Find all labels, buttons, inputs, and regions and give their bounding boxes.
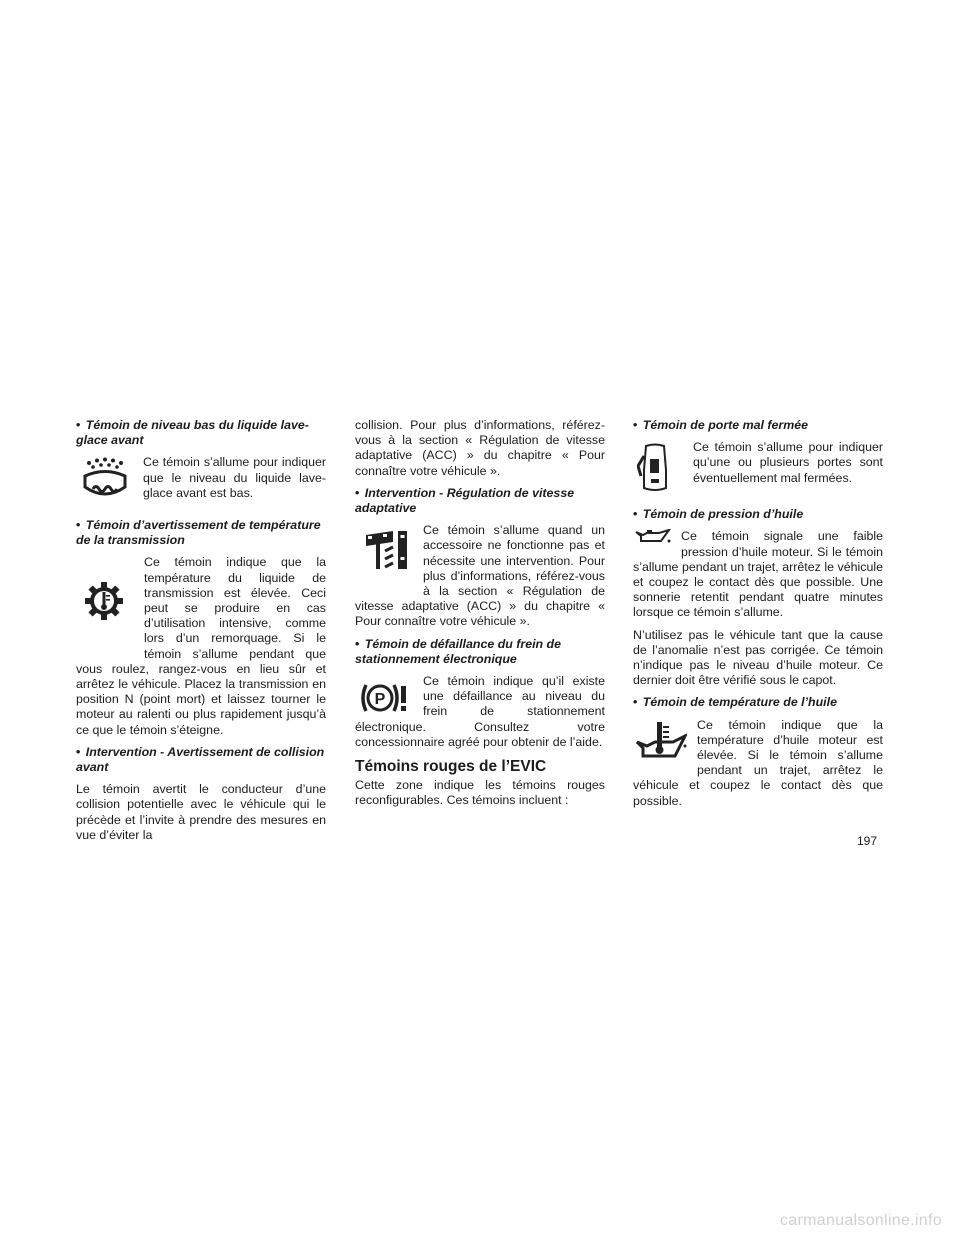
section-heading: • Témoin de niveau bas du liquide lave-glace avant bbox=[76, 418, 309, 448]
section-heading: • Intervention - Régulation de vitesse adaptative bbox=[355, 485, 575, 516]
oil-temperature-icon bbox=[635, 720, 687, 766]
acc-service-icon bbox=[363, 527, 411, 571]
transmission-temperature-icon bbox=[84, 581, 124, 621]
section-body: Ce témoin s’allume pour indiquer que le niveau du liquide lave-glace avant est bas. bbox=[76, 455, 326, 501]
svg-text:P: P bbox=[374, 691, 386, 709]
section-body: Ce témoin s’allume pour indiquer qu’une ou plusieurs portes sont éventuellement mal fermées. bbox=[633, 440, 883, 494]
section-heading: • Témoin de pression d’huile bbox=[633, 507, 804, 522]
section-body: Ce témoin s’allume quand un accessoire ne fonctionne pas et nécessite une intervention. Pour plus d’informations, référez-vous à la section « Régulation de vitesse adaptative (ACC) » du chapitre « Pour connaître votre véhicule ». bbox=[355, 523, 605, 629]
section-body: Ce témoin signale une faible pression d’huile moteur. Si le témoin s’allume pendant un trajet, arrêtez le véhicule et coupez le contact dès que possible. Une sonnerie retentit pendant quatre minutes lorsque ce témoin s’allume. bbox=[633, 529, 883, 620]
section-title: Témoins rouges de l’EVIC bbox=[355, 758, 547, 776]
parking-brake-fault-icon bbox=[359, 678, 409, 718]
section-heading: • Témoin de porte mal fermée bbox=[633, 418, 809, 432]
door-ajar-icon bbox=[637, 442, 673, 494]
section-heading: • Témoin d’avertissement de température de la transmission bbox=[76, 518, 321, 548]
section-body: Ce témoin indique que la température du liquide de transmission est élevée. Ceci peut se produire en cas d’utilisation intensive, comme lors d’un remorquage. Si le témoin s’allume pendant que vous roulez, rangez-vous en lieu sûr et arrêtez le véhicule. Placez la transmission en position N (point mort) et laissez tourner le moteur au ralenti ou plus rapidement jusqu’à ce que le témoin s’éteigne. bbox=[76, 555, 326, 737]
page-number: 197 bbox=[857, 834, 878, 848]
washer-fluid-icon bbox=[80, 457, 130, 499]
watermark: carmanualsonline.info bbox=[780, 1212, 942, 1229]
section-body: Ce témoin indique que la température d’huile moteur est élevée. Si le témoin s’allume pendant un trajet, arrêtez le véhicule et coupez le contact dès que possible. bbox=[633, 717, 883, 808]
column-2: collision. Pour plus d’informations, référez-vous à la section « Régulation de vitesse adaptative (ACC) » du chapitre « Pour connaître votre véhicule ». • Intervention - Régulation de vitesse adaptative Ce témoin s’allume quand un accessoire ne fonctionne pas et nécessite une intervention. Pour plus d’informations, référez-vous à la section « Régulation de vitesse adaptative (ACC) » du chapitre « Pour connaître votre véhicule ». • Témoin de défaillance du frein de stationnement électronique P Ce témoin indique qu’il existe une défaillance au niveau du frein de stationnement électronique. Consultez votre concessionnaire agréé pour obtenir de l’aide. Témoins rouges de l’EVIC Cette zone indique les témoins rouges reconfigurables. Ces témoins incluent : bbox=[355, 418, 605, 808]
column-1: • Témoin de niveau bas du liquide lave-glace avant Ce témoin s’allume pour indiquer que le niveau du liquide lave-glace avant est bas. • Témoin d’avertissement de température de la transmission Ce témoin indique que la température du liquide de transmission est élevée. Ceci peut se produire en cas d’utilisation intensive, comme lors d’un remorquage. Si le témoin s’allume pendant que vous roulez, rangez-vous en lieu sûr et arrêtez le véhicule. Placez la transmission en position N (point mort) et laissez tourner le moteur au ralenti ou plus rapidement jusqu’à ce que le témoin s’éteigne. • Intervention - Avertissement de collision avant Le témoin avertit le conducteur d’une collision potentielle avec le véhicule qui le précède et l’invite à prendre des mesures en vue d’éviter la bbox=[76, 418, 326, 842]
column-3: • Témoin de porte mal fermée Ce témoin s’allume pour indiquer qu’une ou plusieurs portes sont éventuellement mal fermées. • Témoin de pression d’huile Ce témoin signale une faible pression d’huile moteur. Si le témoin s’allume pendant un trajet, arrêtez le véhicule et coupez le contact dès que possible. Une sonnerie retentit pendant quatre minutes lorsque ce témoin s’allume. N’utilisez pas le véhicule tant que la cause de l’anomalie n’est pas corrigée. Ce témoin n’indique pas le niveau d’huile moteur. Ce dernier doit être vérifié sous le capot. • Témoin de température de l’huile Ce témoin indique que la température d’huile moteur est élevée. Si le témoin s’allume pendant un trajet, arrêtez le véhicule et coupez le contact dès que possible. bbox=[633, 418, 883, 808]
section-heading: • Intervention - Avertissement de collision avant bbox=[76, 744, 325, 775]
section-heading: • Témoin de défaillance du frein de stationnement électronique bbox=[355, 636, 562, 666]
oil-pressure-icon bbox=[635, 529, 671, 545]
section-heading: • Témoin de température de l’huile bbox=[633, 695, 837, 710]
section-body: P Ce témoin indique qu’il existe une défaillance au niveau du frein de stationnement électronique. Consultez votre concessionnaire agréé pour obtenir de l’aide. bbox=[355, 674, 605, 749]
